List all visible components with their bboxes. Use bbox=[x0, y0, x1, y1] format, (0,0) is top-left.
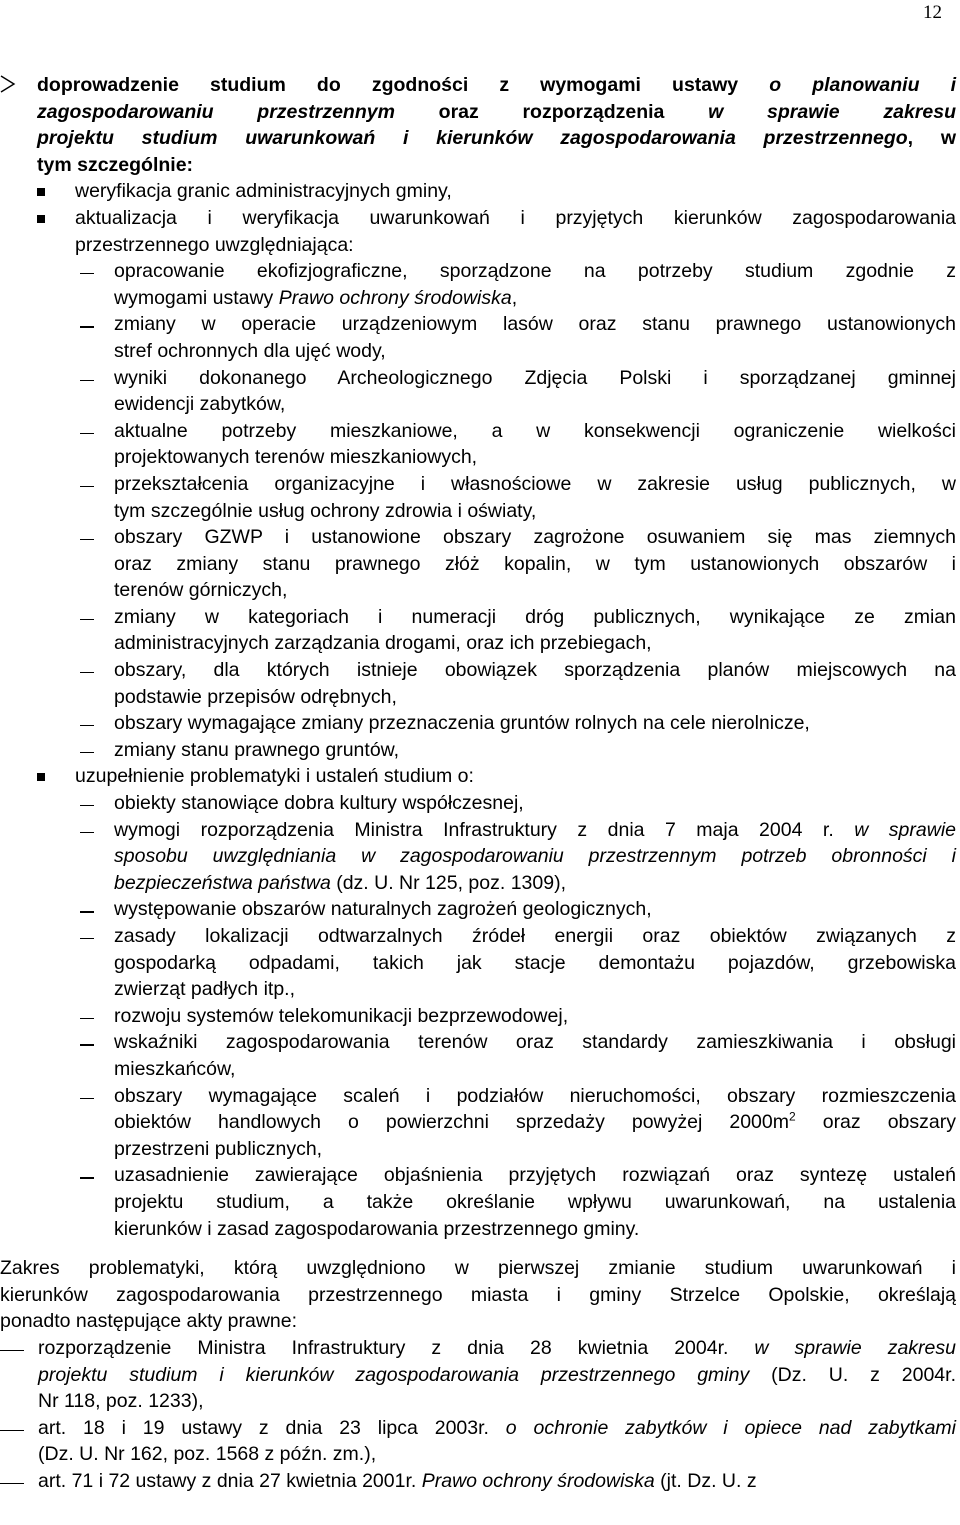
dash-bullet-icon bbox=[80, 672, 94, 673]
text-line: Nr 118, poz. 1233), bbox=[38, 1390, 204, 1413]
list-item bbox=[38, 1335, 956, 1415]
list-item bbox=[114, 1003, 956, 1030]
text-line: mieszkańców, bbox=[114, 1057, 236, 1080]
dash-bullet-icon bbox=[0, 1350, 24, 1351]
list-item bbox=[114, 817, 956, 897]
body-paragraph bbox=[0, 1255, 956, 1335]
text-line: art. 71 i 72 ustawy z dnia 27 kwietnia 2001r. Prawo ochrony środowiska (jt. Dz. U. z bbox=[38, 1469, 757, 1492]
dash-bullet-icon bbox=[80, 619, 94, 620]
text-line: tym szczególnie usług ochrony zdrowia i oświaty, bbox=[114, 499, 537, 522]
text-line: zmiany w kategoriach i numeracji dróg publicznych, wynikające ze zmian bbox=[114, 605, 956, 628]
dash-bullet-icon bbox=[80, 1044, 94, 1045]
list-item bbox=[114, 923, 956, 1003]
dash-bullet-icon bbox=[80, 1018, 94, 1019]
square-bullet-icon bbox=[37, 215, 45, 223]
text-line: kierunków i zasad zagospodarowania przestrzennego gminy. bbox=[114, 1217, 640, 1240]
list-item bbox=[114, 471, 956, 524]
text-line: art. 18 i 19 ustawy z dnia 23 lipca 2003r. o ochronie zabytków i opiece nad zabytkami bbox=[38, 1416, 956, 1439]
list-item bbox=[114, 311, 956, 364]
dash-bullet-icon bbox=[80, 911, 94, 912]
text-line: występowanie obszarów naturalnych zagrożeń geologicznych, bbox=[114, 898, 652, 921]
text-line: doprowadzenie studium do zgodności z wymogami ustawy o planowaniu i bbox=[37, 74, 956, 96]
text-line: projektu studium i kierunków zagospodarowania przestrzennego gminy (Dz. U. z 2004r. bbox=[38, 1363, 956, 1386]
text-line: obiekty stanowiące dobra kultury współczesnej, bbox=[114, 792, 524, 815]
text-line: obszary wymagające scaleń i podziałów nieruchomości, obszary rozmieszczenia bbox=[114, 1084, 956, 1107]
text-line: ponadto następujące akty prawne: bbox=[0, 1310, 298, 1333]
legal-acts-list bbox=[0, 1335, 960, 1495]
dash-bullet-icon bbox=[0, 1430, 24, 1431]
text-line: obszary wymagające zmiany przeznaczenia gruntów rolnych na cele nierolnicze, bbox=[114, 712, 810, 735]
text-line: opracowanie ekofizjograficzne, sporządzone na potrzeby studium zgodnie z bbox=[114, 260, 956, 283]
text-line: stref ochronnych dla ujęć wody, bbox=[114, 339, 386, 362]
square-bullet-icon bbox=[37, 773, 45, 781]
dash-bullet-icon bbox=[80, 539, 94, 540]
list-item bbox=[75, 178, 956, 205]
list-item bbox=[114, 1083, 956, 1163]
list-item bbox=[114, 657, 956, 710]
text-line: obiektów handlowych o powierzchni sprzedaży powyżej $2000m^2$ oraz obszary bbox=[114, 1109, 956, 1134]
dash-bullet-icon bbox=[80, 805, 94, 806]
dash-bullet-icon bbox=[80, 486, 94, 487]
text-line: (Dz. U. Nr 162, poz. 1568 z późn. zm.), bbox=[38, 1443, 377, 1466]
text-line: przekształcenia organizacyjne i własnościowe w zakresie usług publicznych, w bbox=[114, 472, 956, 495]
sub-lists bbox=[0, 178, 960, 1242]
text-line: zagospodarowaniu przestrzennym oraz rozporządzenia w sprawie zakresu bbox=[37, 100, 956, 123]
text-line: zwierząt padłych itp., bbox=[114, 978, 295, 1001]
text-line: rozwoju systemów telekomunikacji bezprzewodowej, bbox=[114, 1004, 569, 1027]
text-line: zasady lokalizacji odtwarzalnych źródeł energii oraz obiektów związanych z bbox=[114, 925, 956, 947]
page-number: 12 bbox=[923, 2, 942, 23]
dash-bullet-icon bbox=[80, 1177, 94, 1178]
text-line: wskaźniki zagospodarowania terenów oraz standardy zamieszkiwania i obsługi bbox=[114, 1031, 956, 1054]
text-line: aktualne potrzeby mieszkaniowe, a w konsekwencji ograniczenie wielkości bbox=[114, 419, 956, 442]
text-line: przestrzeni publicznych, bbox=[114, 1137, 323, 1160]
text-line: gospodarką odpadami, takich jak stacje demontażu pojazdów, grzebowiska bbox=[114, 951, 956, 974]
dash-bullet-icon bbox=[0, 1483, 24, 1484]
heading-list-item bbox=[37, 72, 956, 178]
text-line: bezpieczeństwa państwa (dz. U. Nr 125, poz. 1309), bbox=[114, 871, 566, 894]
dash-bullet-icon bbox=[80, 380, 94, 381]
text-line: Zakres problematyki, którą uwzględniono w pierwszej zmianie studium uwarunkowań i bbox=[0, 1257, 956, 1280]
list-item bbox=[114, 710, 956, 737]
dash-bullet-icon bbox=[80, 938, 94, 939]
list-item bbox=[75, 763, 956, 790]
list-item bbox=[38, 1468, 956, 1495]
text-line: wyniki dokonanego Archeologicznego Zdjęcia Polski i sporządzanej gminnej bbox=[114, 366, 956, 389]
text-line: ewidencji zabytków, bbox=[114, 393, 286, 416]
text-line: obszary GZWP i ustanowione obszary zagrożone osuwaniem się mas ziemnych bbox=[114, 526, 956, 549]
text-line: zmiany w operacie urządzeniowym lasów oraz stanu prawnego ustanowionych bbox=[114, 313, 956, 336]
text-line: przestrzennego uwzględniająca: bbox=[75, 233, 354, 256]
text-line: sposobu uwzględniania w zagospodarowaniu przestrzennym potrzeb obronności i bbox=[114, 845, 956, 868]
dash-bullet-icon bbox=[80, 433, 94, 434]
list-item bbox=[114, 258, 956, 311]
list-item bbox=[114, 896, 956, 923]
text-line: tym szczególnie: bbox=[37, 153, 194, 176]
text-line: uzasadnienie zawierające objaśnienia przyjętych rozwiązań oraz syntezę ustaleń bbox=[114, 1164, 956, 1187]
text-line: rozporządzenie Ministra Infrastruktury z dnia 28 kwietnia 2004r. w sprawie zakresu bbox=[38, 1336, 956, 1359]
list-item bbox=[114, 790, 956, 817]
text-line: administracyjnych zarządzania drogami, oraz ich przebiegach, bbox=[114, 632, 652, 655]
dash-bullet-icon bbox=[80, 752, 94, 753]
dash-bullet-icon bbox=[80, 725, 94, 726]
list-item bbox=[114, 524, 956, 604]
text-line: projektu studium, a także określanie wpływu uwarunkowań, na ustalenia bbox=[114, 1190, 956, 1213]
square-bullet-icon bbox=[37, 188, 45, 196]
list-item bbox=[114, 604, 956, 657]
text-line: projektowanych terenów mieszkaniowych, bbox=[114, 446, 478, 469]
dash-bullet-icon bbox=[80, 1098, 94, 1099]
list-item bbox=[114, 365, 956, 418]
dash-bullet-icon bbox=[80, 832, 94, 833]
text-line: terenów górniczych, bbox=[114, 579, 288, 602]
arrowhead-bullet-icon bbox=[0, 75, 16, 99]
text-line: wymogami ustawy Prawo ochrony środowiska, bbox=[114, 286, 518, 309]
list-item bbox=[114, 418, 956, 471]
text-line: wymogi rozporządzenia Ministra Infrastruktury z dnia 7 maja 2004 r. w sprawie bbox=[114, 818, 956, 841]
list-item bbox=[38, 1415, 956, 1468]
dash-bullet-icon bbox=[80, 273, 94, 274]
list-item bbox=[114, 737, 956, 764]
text-line: obszary, dla których istnieje obowiązek sporządzenia planów miejscowych na bbox=[114, 659, 956, 682]
list-item bbox=[114, 1029, 956, 1082]
text-line: podstawie przepisów odrębnych, bbox=[114, 685, 397, 708]
list-item bbox=[114, 1162, 956, 1242]
list-item bbox=[75, 205, 956, 258]
text-line: uzupełnienie problematyki i ustaleń studium o: bbox=[75, 765, 474, 788]
text-line: weryfikacja granic administracyjnych gminy, bbox=[75, 180, 452, 203]
text-line: oraz zmiany stanu prawnego złóż kopalin, w tym ustanowionych obszarów i bbox=[114, 552, 956, 575]
text-line: kierunków zagospodarowania przestrzennego miasta i gminy Strzelce Opolskie, określają bbox=[0, 1283, 956, 1306]
text-line: aktualizacja i weryfikacja uwarunkowań i przyjętych kierunków zagospodarowania bbox=[75, 206, 956, 229]
heading-text bbox=[37, 72, 956, 178]
text-line: projektu studium uwarunkowań i kierunków zagospodarowania przestrzennego, w bbox=[37, 127, 956, 150]
text-line: zmiany stanu prawnego gruntów, bbox=[114, 738, 400, 761]
document-body bbox=[0, 72, 960, 1494]
dash-bullet-icon bbox=[80, 326, 94, 327]
